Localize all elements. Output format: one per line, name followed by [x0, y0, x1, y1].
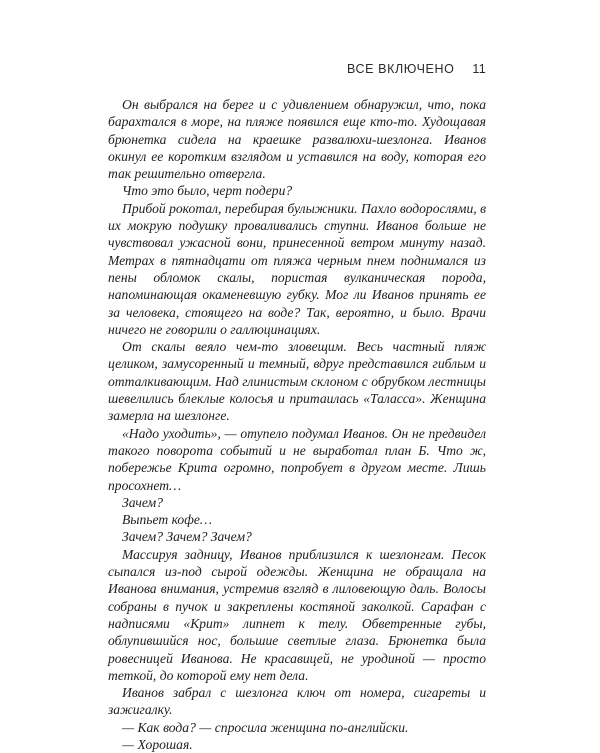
paragraph: Прибой рокотал, перебирая булыжники. Пахло водорослями, в их мокрую подушку проваливались ступни. Иванов больше не чувствовал ужасной вони, принесенной ветром минуту назад. Метрах в пятнадцати от пляжа черным пнем поднимался из пены обломок скалы, пористая вулканическая порода, напоминающая окаменевшую губку. Мог ли Иванов принять ее за человека, стоящего на воде? Так, вероятно, и было. Врачи ничего не говорили о галлюцинациях.	[108, 200, 486, 337]
paragraph: От скалы веяло чем-то зловещим. Весь частный пляж целиком, замусоренный и темный, вдруг представился гиблым и отталкивающим. Над глинистым склоном с обрубком лестницы шевелились блеклые колосья и притаилась «Таласса». Женщина замерла на шезлонге.	[108, 339, 486, 424]
paragraph: Зачем? Зачем? Зачем?	[122, 529, 252, 545]
paragraph: Зачем?	[122, 494, 164, 510]
paragraph: Он выбрался на берег и с удивлением обнаружил, что, пока барахтался в море, на пляже появился еще кто-то. Худощавая брюнетка сидела на краешке развалюхи-шезлонга. Иванов окинул ее коротким взглядом и уставился на воду, которая его так решительно отвергла.	[108, 97, 486, 182]
paragraph: — Хорошая.	[122, 736, 193, 752]
paragraph: Массируя задницу, Иванов приблизился к шезлонгам. Песок сыпался из-под сырой одежды. Женщина не обращала на Иванова внимания, устремив взгляд в лиловеющую даль. Волосы собраны в пучок и закреплены костяной заколкой. Сарафан с надписями «Крит» липнет к телу. Обветренные губы, облупившийся нос, большие светлые глаза. Брюнетка была ровесницей Иванова. Не красавицей, не уродиной — просто теткой, до которой ему нет дела.	[108, 546, 486, 683]
paragraph: Что это было, черт подери?	[122, 183, 293, 199]
body-text	[108, 96, 486, 753]
paragraph: Иванов забрал с шезлонга ключ от номера, сигареты и зажигалку.	[108, 685, 486, 718]
running-title: ВСЕ ВКЛЮЧЕНО	[347, 62, 455, 76]
running-header	[108, 62, 486, 80]
paragraph: — Как вода? — спросила женщина по-английски.	[122, 719, 409, 735]
paragraph: Выпьет кофе…	[122, 512, 212, 528]
paragraph: «Надо уходить», — отупело подумал Иванов. Он не предвидел такого поворота событий и не выработал план Б. Что ж, побережье Крита огромно, попробует в другом месте. Лишь просохнет…	[108, 425, 486, 493]
page-number: 11	[472, 62, 486, 76]
